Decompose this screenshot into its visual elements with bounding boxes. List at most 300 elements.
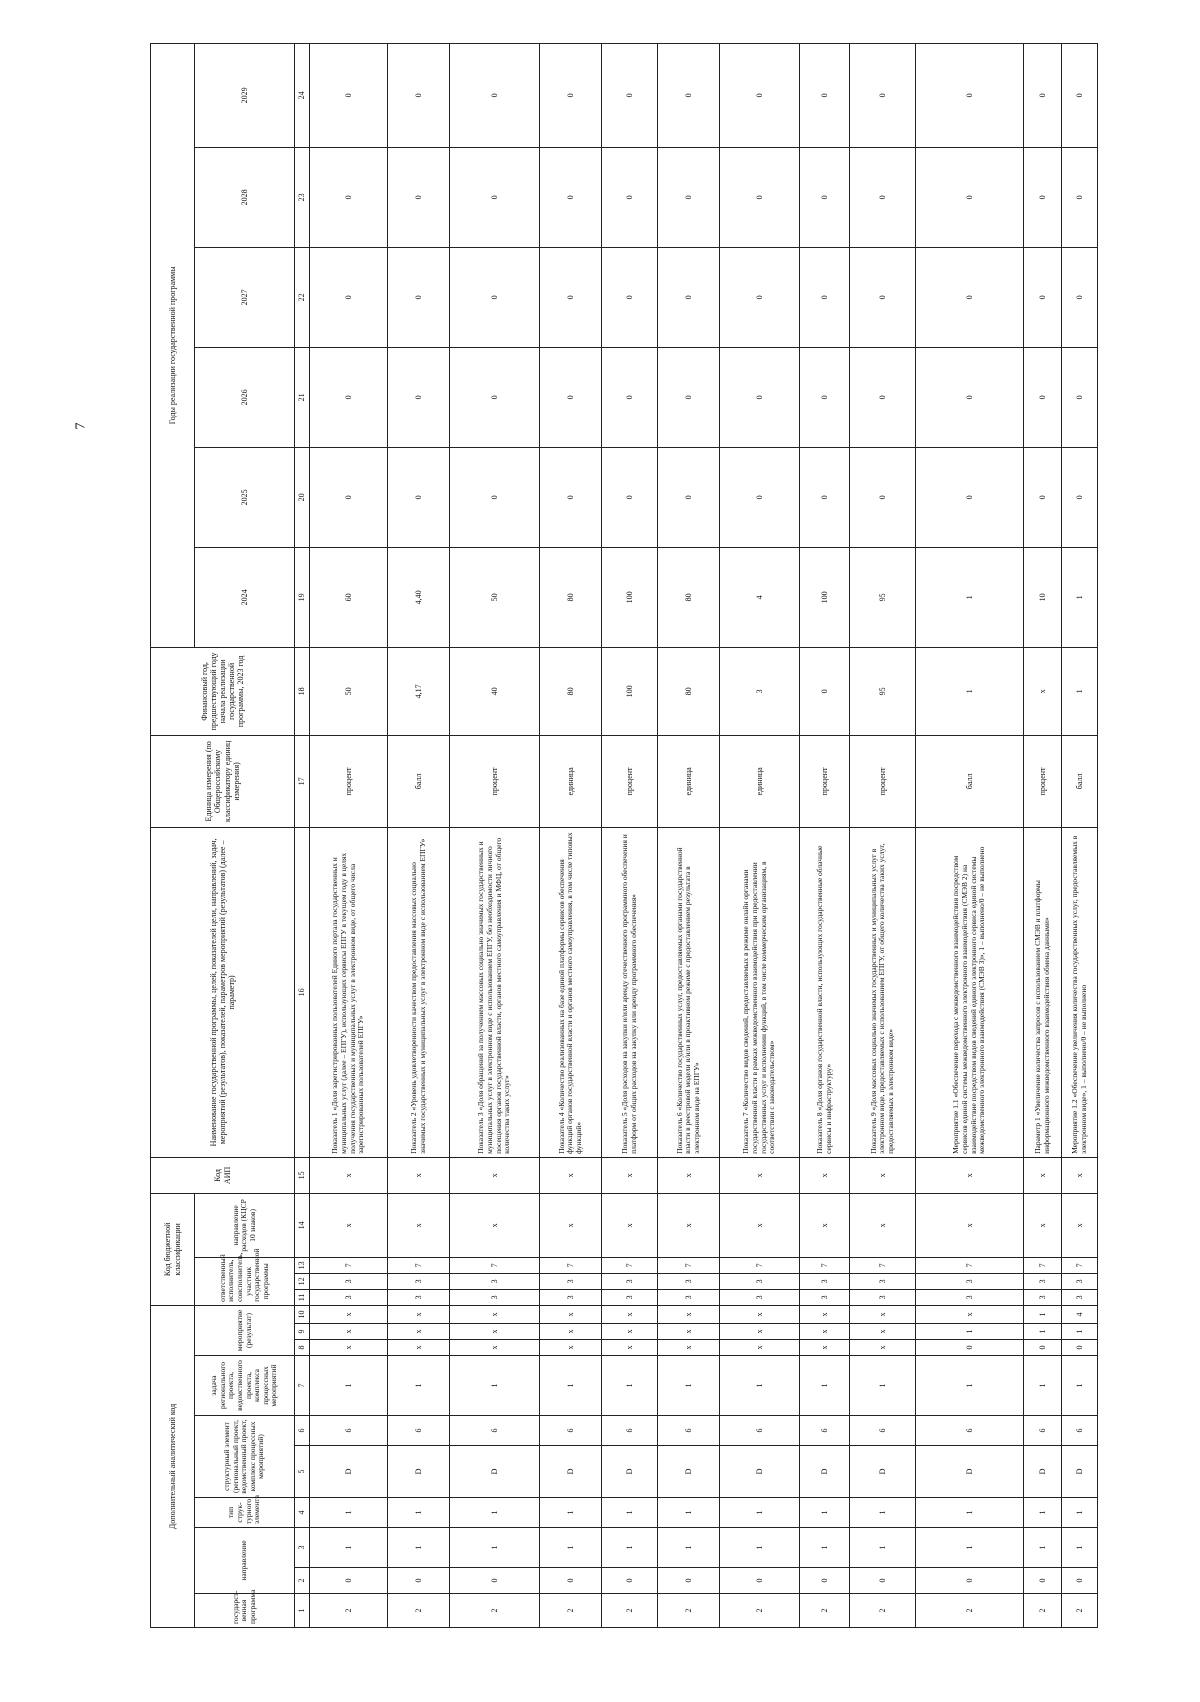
code-cell: 1 <box>310 1356 388 1416</box>
code-cell: 0 <box>916 1568 1024 1594</box>
column-number: 8 <box>295 1340 310 1356</box>
column-number: 9 <box>295 1324 310 1340</box>
code-cell: x <box>602 1324 658 1340</box>
code-cell: 1 <box>850 1528 916 1568</box>
code-cell: 1 <box>1062 1498 1098 1528</box>
year-value-cell: 0 <box>602 147 658 247</box>
header-direction: направление <box>195 1528 295 1594</box>
code-cell: x <box>450 1157 540 1193</box>
code-cell: x <box>388 1305 450 1323</box>
base-year-cell: 3 <box>720 647 800 735</box>
code-cell: 2 <box>602 1594 658 1628</box>
code-cell: 1 <box>1024 1324 1062 1340</box>
year-value-cell: 100 <box>602 547 658 647</box>
code-cell: 3 <box>850 1289 916 1305</box>
table-row <box>1024 43 1062 1627</box>
code-cell: 0 <box>1024 1340 1062 1356</box>
code-cell: 1 <box>720 1498 800 1528</box>
table-row <box>916 43 1024 1627</box>
code-cell: 3 <box>540 1289 602 1305</box>
year-value-cell: 0 <box>450 147 540 247</box>
year-value-cell: 0 <box>1024 43 1062 147</box>
year-value-cell: 0 <box>310 147 388 247</box>
code-cell: 3 <box>916 1273 1024 1289</box>
code-cell: x <box>720 1305 800 1323</box>
column-number: 7 <box>295 1356 310 1416</box>
name-cell: Показатель 9 «Доля массовых социально значимых государственных и муниципальных услуг в электронном виде, предоставляемых с использованием ЕПГУ, от общего количества таких услуг, предоставляемых в электронном виде» <box>850 827 916 1157</box>
code-cell: 1 <box>310 1528 388 1568</box>
year-value-cell: 0 <box>1062 147 1098 247</box>
year-value-cell: 0 <box>720 147 800 247</box>
year-value-cell: 0 <box>800 147 850 247</box>
code-cell: D <box>850 1446 916 1498</box>
code-cell: x <box>540 1157 602 1193</box>
code-cell: 6 <box>310 1416 388 1446</box>
code-cell: 1 <box>450 1528 540 1568</box>
base-year-cell: 100 <box>602 647 658 735</box>
code-cell: x <box>850 1157 916 1193</box>
name-cell: Показатель 8 «Доля органов государственной власти, использующих государственные облачные сервисы и инфраструктуру» <box>800 827 850 1157</box>
base-year-cell: 4,17 <box>388 647 450 735</box>
header-executor: ответственный исполнитель, соисполнитель, участник государственной программы <box>195 1257 295 1305</box>
year-value-cell: 0 <box>916 147 1024 247</box>
year-value-cell: 0 <box>916 347 1024 447</box>
code-cell: x <box>800 1305 850 1323</box>
year-value-cell: 4,40 <box>388 547 450 647</box>
code-cell: 0 <box>1062 1568 1098 1594</box>
code-cell: x <box>720 1193 800 1257</box>
code-cell: x <box>540 1340 602 1356</box>
unit-cell: балл <box>388 735 450 827</box>
code-cell: 7 <box>916 1257 1024 1273</box>
base-year-cell: 80 <box>658 647 720 735</box>
code-cell: x <box>850 1305 916 1323</box>
base-year-cell: 95 <box>850 647 916 735</box>
name-cell: Показатель 2 «Уровень удовлетворенности качеством предоставления массовых социально значимых государственных и муниципальных услуг в электронном виде с использованием ЕПГУ» <box>388 827 450 1157</box>
column-number: 16 <box>295 827 310 1157</box>
code-cell: 3 <box>310 1289 388 1305</box>
code-cell: x <box>658 1193 720 1257</box>
column-number: 1 <box>295 1594 310 1628</box>
code-cell: D <box>800 1446 850 1498</box>
year-value-cell: 0 <box>1024 147 1062 247</box>
code-cell: 3 <box>800 1289 850 1305</box>
year-value-cell: 0 <box>800 43 850 147</box>
code-cell: x <box>1062 1157 1098 1193</box>
column-number: 13 <box>295 1257 310 1273</box>
year-value-cell: 0 <box>850 447 916 547</box>
year-value-cell: 0 <box>1062 247 1098 347</box>
name-cell: Показатель 1 «Доля зарегистрированных пользователей Единого портала государственных и муниципальных услуг (далее – ЕПГУ), использующих сервисы ЕПГУ в текущем году в целях получения государственных и муниципальных услуг в электронном виде, от общего числа зарегистрированных пользователей ЕПГУ» <box>310 827 388 1157</box>
name-cell: Показатель 6 «Количество государственных услуг, предоставляемых органами государственной власти в реестровой модели и/или в проактивном режиме с предоставлением результата в электронном виде на ЕПГУ» <box>658 827 720 1157</box>
year-value-cell: 0 <box>310 347 388 447</box>
code-cell: 6 <box>388 1416 450 1446</box>
header-year-2024: 2024 <box>195 547 295 647</box>
code-cell: 1 <box>1024 1498 1062 1528</box>
code-cell: 7 <box>388 1257 450 1273</box>
year-value-cell: 0 <box>916 447 1024 547</box>
table-row <box>1062 43 1098 1627</box>
code-cell: x <box>602 1305 658 1323</box>
code-cell: 6 <box>850 1416 916 1446</box>
code-cell: 1 <box>388 1528 450 1568</box>
base-year-cell: 50 <box>310 647 388 735</box>
base-year-cell: 1 <box>1062 647 1098 735</box>
year-value-cell: 0 <box>720 247 800 347</box>
code-cell: 4 <box>1062 1305 1098 1323</box>
year-value-cell: 0 <box>310 43 388 147</box>
year-value-cell: 0 <box>658 43 720 147</box>
year-value-cell: 0 <box>1062 347 1098 447</box>
code-cell: x <box>540 1305 602 1323</box>
code-cell: 7 <box>310 1257 388 1273</box>
code-cell: x <box>658 1157 720 1193</box>
year-value-cell: 95 <box>850 547 916 647</box>
column-number: 20 <box>295 447 310 547</box>
code-cell: 3 <box>916 1289 1024 1305</box>
code-cell: 3 <box>850 1273 916 1289</box>
code-cell: 2 <box>310 1594 388 1628</box>
code-cell: 3 <box>1024 1289 1062 1305</box>
code-cell: 1 <box>916 1528 1024 1568</box>
code-cell: x <box>540 1193 602 1257</box>
code-cell: 1 <box>602 1498 658 1528</box>
year-value-cell: 0 <box>388 147 450 247</box>
unit-cell: процент <box>602 735 658 827</box>
year-value-cell: 0 <box>1024 247 1062 347</box>
code-cell: 3 <box>450 1289 540 1305</box>
rotated-sheet <box>150 87 1150 1628</box>
code-cell: 0 <box>450 1568 540 1594</box>
code-cell: 1 <box>450 1498 540 1528</box>
code-cell: 6 <box>720 1416 800 1446</box>
code-cell: x <box>388 1193 450 1257</box>
base-year-cell: 80 <box>540 647 602 735</box>
code-cell: x <box>916 1157 1024 1193</box>
code-cell: 3 <box>658 1273 720 1289</box>
code-cell: x <box>450 1324 540 1340</box>
code-cell: 2 <box>540 1594 602 1628</box>
code-cell: 7 <box>800 1257 850 1273</box>
code-cell: 0 <box>658 1568 720 1594</box>
program-table <box>150 43 1098 1628</box>
year-value-cell: 0 <box>388 247 450 347</box>
code-cell: 2 <box>450 1594 540 1628</box>
year-value-cell: 0 <box>450 247 540 347</box>
table-row <box>850 43 916 1627</box>
code-cell: 2 <box>658 1594 720 1628</box>
code-cell: x <box>310 1157 388 1193</box>
year-value-cell: 0 <box>310 247 388 347</box>
code-cell: 0 <box>602 1568 658 1594</box>
year-value-cell: 0 <box>1062 447 1098 547</box>
code-cell: x <box>800 1193 850 1257</box>
table-row <box>540 43 602 1627</box>
code-cell: 1 <box>602 1528 658 1568</box>
code-cell: x <box>310 1340 388 1356</box>
code-cell: 1 <box>450 1356 540 1416</box>
code-cell: 7 <box>540 1257 602 1273</box>
column-number: 17 <box>295 735 310 827</box>
column-number: 23 <box>295 147 310 247</box>
code-cell: 7 <box>720 1257 800 1273</box>
column-number: 3 <box>295 1528 310 1568</box>
table-row <box>450 43 540 1627</box>
code-cell: x <box>850 1193 916 1257</box>
base-year-cell: x <box>1024 647 1062 735</box>
code-cell: D <box>602 1446 658 1498</box>
code-cell: x <box>450 1193 540 1257</box>
code-cell: x <box>1024 1157 1062 1193</box>
code-cell: 0 <box>720 1568 800 1594</box>
year-value-cell: 0 <box>658 447 720 547</box>
code-cell: D <box>916 1446 1024 1498</box>
code-cell: 7 <box>450 1257 540 1273</box>
code-cell: x <box>800 1340 850 1356</box>
code-cell: 1 <box>540 1356 602 1416</box>
code-cell: x <box>800 1324 850 1340</box>
name-cell: Мероприятие 1.1 «Обеспечение перехода с межведомственного взаимодействия посредством сервисов единой системы межведомственного электронного взаимодействия (СМЭВ 2) на взаимодействие посредством видов сведений единого электронного сервиса единой системы межведомственного электронного взаимодействия (СМЭВ 3)», 1 – выполнено/0 – не выполнено <box>916 827 1024 1157</box>
header-struct-element: структурный элемент (региональный проект, ведомственный проект, комплекс процессных мероприятий) <box>195 1416 295 1498</box>
code-cell: 1 <box>720 1356 800 1416</box>
code-cell: x <box>310 1305 388 1323</box>
code-cell: 3 <box>720 1289 800 1305</box>
header-event: мероприятие (результат) <box>195 1305 295 1355</box>
code-cell: x <box>720 1340 800 1356</box>
column-number: 12 <box>295 1273 310 1289</box>
year-value-cell: 0 <box>1024 347 1062 447</box>
year-value-cell: 0 <box>540 147 602 247</box>
unit-cell: единица <box>720 735 800 827</box>
code-cell: 1 <box>658 1528 720 1568</box>
table-body <box>295 43 1098 1627</box>
code-cell: 1 <box>540 1528 602 1568</box>
code-cell: 3 <box>602 1273 658 1289</box>
code-cell: 1 <box>1024 1356 1062 1416</box>
year-value-cell: 50 <box>450 547 540 647</box>
code-cell: 6 <box>1062 1416 1098 1446</box>
header-task: задача регионального проекта, ведомственного проекта, комплекса процессных мероприятий <box>195 1356 295 1416</box>
code-cell: x <box>850 1340 916 1356</box>
year-value-cell: 4 <box>720 547 800 647</box>
code-cell: 7 <box>850 1257 916 1273</box>
name-cell: Параметр 1 «Увеличение количества запросов с использованием СМЭВ и платформы информационного межведомственного взаимодействия обмена данными» <box>1024 827 1062 1157</box>
code-cell: 1 <box>540 1498 602 1528</box>
year-value-cell: 0 <box>850 247 916 347</box>
code-cell: D <box>1062 1446 1098 1498</box>
header-aip: Код АИП <box>151 1157 295 1193</box>
year-value-cell: 100 <box>800 547 850 647</box>
code-cell: 1 <box>850 1356 916 1416</box>
code-cell: 3 <box>1024 1273 1062 1289</box>
table-row <box>720 43 800 1627</box>
code-cell: 3 <box>1062 1273 1098 1289</box>
name-cell: Мероприятие 1.2 «Обеспечение увеличения количества государственных услуг, предоставляемых в электронном виде», 1 – выполнено/0 – не выполнено <box>1062 827 1098 1157</box>
code-cell: x <box>450 1340 540 1356</box>
column-number: 18 <box>295 647 310 735</box>
code-cell: 1 <box>658 1498 720 1528</box>
code-cell: x <box>388 1340 450 1356</box>
code-cell: 3 <box>658 1289 720 1305</box>
name-cell: Показатель 5 «Доля расходов на закупки и/или аренду отечественного программного обеспечения и платформ от общих расходов на закупку или аренду программного обеспечения» <box>602 827 658 1157</box>
year-value-cell: 10 <box>1024 547 1062 647</box>
year-value-cell: 0 <box>658 347 720 447</box>
column-number: 11 <box>295 1289 310 1305</box>
unit-cell: процент <box>450 735 540 827</box>
code-cell: 7 <box>1024 1257 1062 1273</box>
code-cell: x <box>388 1157 450 1193</box>
code-cell: x <box>450 1305 540 1323</box>
table-row <box>658 43 720 1627</box>
year-value-cell: 0 <box>850 147 916 247</box>
code-cell: x <box>310 1193 388 1257</box>
base-year-cell: 40 <box>450 647 540 735</box>
code-cell: 6 <box>540 1416 602 1446</box>
code-cell: x <box>540 1324 602 1340</box>
code-cell: 3 <box>450 1273 540 1289</box>
year-value-cell: 60 <box>310 547 388 647</box>
year-value-cell: 0 <box>450 447 540 547</box>
column-number: 22 <box>295 247 310 347</box>
header-year-2026: 2026 <box>195 347 295 447</box>
column-number: 10 <box>295 1305 310 1323</box>
header-struct-type: тип струк-турного элемента <box>195 1498 295 1528</box>
year-value-cell: 0 <box>602 447 658 547</box>
year-value-cell: 0 <box>800 447 850 547</box>
year-value-cell: 0 <box>388 347 450 447</box>
code-cell: 6 <box>916 1416 1024 1446</box>
code-cell: 3 <box>800 1273 850 1289</box>
code-cell: 3 <box>540 1273 602 1289</box>
code-cell: 0 <box>916 1340 1024 1356</box>
code-cell: x <box>1024 1193 1062 1257</box>
code-cell: x <box>658 1305 720 1323</box>
year-value-cell: 0 <box>720 447 800 547</box>
code-cell: 2 <box>388 1594 450 1628</box>
year-value-cell: 0 <box>658 147 720 247</box>
page-number: 7 <box>73 422 89 430</box>
year-value-cell: 0 <box>850 43 916 147</box>
code-cell: D <box>310 1446 388 1498</box>
year-value-cell: 0 <box>720 43 800 147</box>
year-value-cell: 0 <box>540 447 602 547</box>
header-unit: Единица измерения (по Общероссийскому классификатору единиц измерения) <box>151 735 295 827</box>
header-state-program: государст-венная программа <box>195 1594 295 1628</box>
header-analytic-group: Дополнительный аналитический код <box>151 1305 195 1627</box>
column-number: 4 <box>295 1498 310 1528</box>
code-cell: 1 <box>1062 1324 1098 1340</box>
year-value-cell: 0 <box>602 43 658 147</box>
code-cell: 0 <box>850 1568 916 1594</box>
code-cell: x <box>388 1324 450 1340</box>
code-cell: 1 <box>388 1498 450 1528</box>
code-cell: x <box>658 1340 720 1356</box>
year-value-cell: 0 <box>1062 43 1098 147</box>
column-number: 19 <box>295 547 310 647</box>
column-number: 14 <box>295 1193 310 1257</box>
code-cell: 3 <box>602 1289 658 1305</box>
code-cell: D <box>720 1446 800 1498</box>
code-cell: x <box>800 1157 850 1193</box>
code-cell: 6 <box>658 1416 720 1446</box>
column-number: 15 <box>295 1157 310 1193</box>
year-value-cell: 0 <box>388 43 450 147</box>
code-cell: 1 <box>916 1324 1024 1340</box>
code-cell: x <box>602 1340 658 1356</box>
code-cell: D <box>1024 1446 1062 1498</box>
header-year-2028: 2028 <box>195 147 295 247</box>
code-cell: 3 <box>720 1273 800 1289</box>
year-value-cell: 0 <box>1024 447 1062 547</box>
header-year-2029: 2029 <box>195 43 295 147</box>
code-cell: 2 <box>850 1594 916 1628</box>
code-cell: 1 <box>720 1528 800 1568</box>
code-cell: 6 <box>1024 1416 1062 1446</box>
code-cell: 0 <box>310 1568 388 1594</box>
header-years-group: Годы реализации государственной программы <box>151 43 195 647</box>
year-value-cell: 0 <box>450 43 540 147</box>
code-cell: 2 <box>1062 1594 1098 1628</box>
column-number: 21 <box>295 347 310 447</box>
unit-cell: балл <box>1062 735 1098 827</box>
code-cell: 1 <box>388 1356 450 1416</box>
name-cell: Показатель 4 «Количество реализованных на базе единой платформы сервисов обеспечения функций органов государственной власти и органов местного самоуправления, в том числе типовых функций» <box>540 827 602 1157</box>
code-cell: 1 <box>1062 1356 1098 1416</box>
code-cell: 1 <box>1062 1528 1098 1568</box>
year-value-cell: 0 <box>540 43 602 147</box>
header-year-2025: 2025 <box>195 447 295 547</box>
code-cell: x <box>720 1157 800 1193</box>
code-cell: x <box>916 1193 1024 1257</box>
name-cell: Показатель 3 «Доля обращений за получением массовых социально значимых государственных и муниципальных услуг в электронном виде с использованием ЕПГУ, без необходимости личного посещения органов государственной власти, органов местного самоуправления и МФЦ, от общего количества таких услуг» <box>450 827 540 1157</box>
code-cell: 0 <box>1024 1568 1062 1594</box>
code-cell: x <box>658 1324 720 1340</box>
code-cell: 6 <box>450 1416 540 1446</box>
year-value-cell: 0 <box>800 247 850 347</box>
year-value-cell: 0 <box>658 247 720 347</box>
code-cell: D <box>388 1446 450 1498</box>
header-name: Наименование государственной программы, целей, показателей цели, направлений, задач, мероприятий (результатов), показателей, параметров мероприятий (результатов) (далее – параметр) <box>151 827 295 1157</box>
year-value-cell: 0 <box>850 347 916 447</box>
code-cell: 7 <box>658 1257 720 1273</box>
unit-cell: единица <box>658 735 720 827</box>
year-value-cell: 80 <box>540 547 602 647</box>
year-value-cell: 0 <box>916 43 1024 147</box>
code-cell: D <box>540 1446 602 1498</box>
unit-cell: процент <box>800 735 850 827</box>
code-cell: 1 <box>800 1528 850 1568</box>
year-value-cell: 0 <box>450 347 540 447</box>
code-cell: 1 <box>1024 1305 1062 1323</box>
year-value-cell: 0 <box>916 247 1024 347</box>
table-row <box>388 43 450 1627</box>
unit-cell: единица <box>540 735 602 827</box>
header-budget-group: Код бюджетной классификации <box>151 1193 195 1305</box>
unit-cell: балл <box>916 735 1024 827</box>
year-value-cell: 0 <box>602 247 658 347</box>
year-value-cell: 80 <box>658 547 720 647</box>
unit-cell: процент <box>1024 735 1062 827</box>
code-cell: x <box>602 1193 658 1257</box>
code-cell: x <box>1062 1193 1098 1257</box>
year-value-cell: 0 <box>310 447 388 547</box>
header-base-year: Финансовый год, предшествующий году начала реализации государственной программы, 2023 год <box>151 647 295 735</box>
code-cell: 3 <box>388 1289 450 1305</box>
year-value-cell: 0 <box>720 347 800 447</box>
code-cell: 1 <box>310 1498 388 1528</box>
code-cell: x <box>310 1324 388 1340</box>
code-cell: x <box>602 1157 658 1193</box>
